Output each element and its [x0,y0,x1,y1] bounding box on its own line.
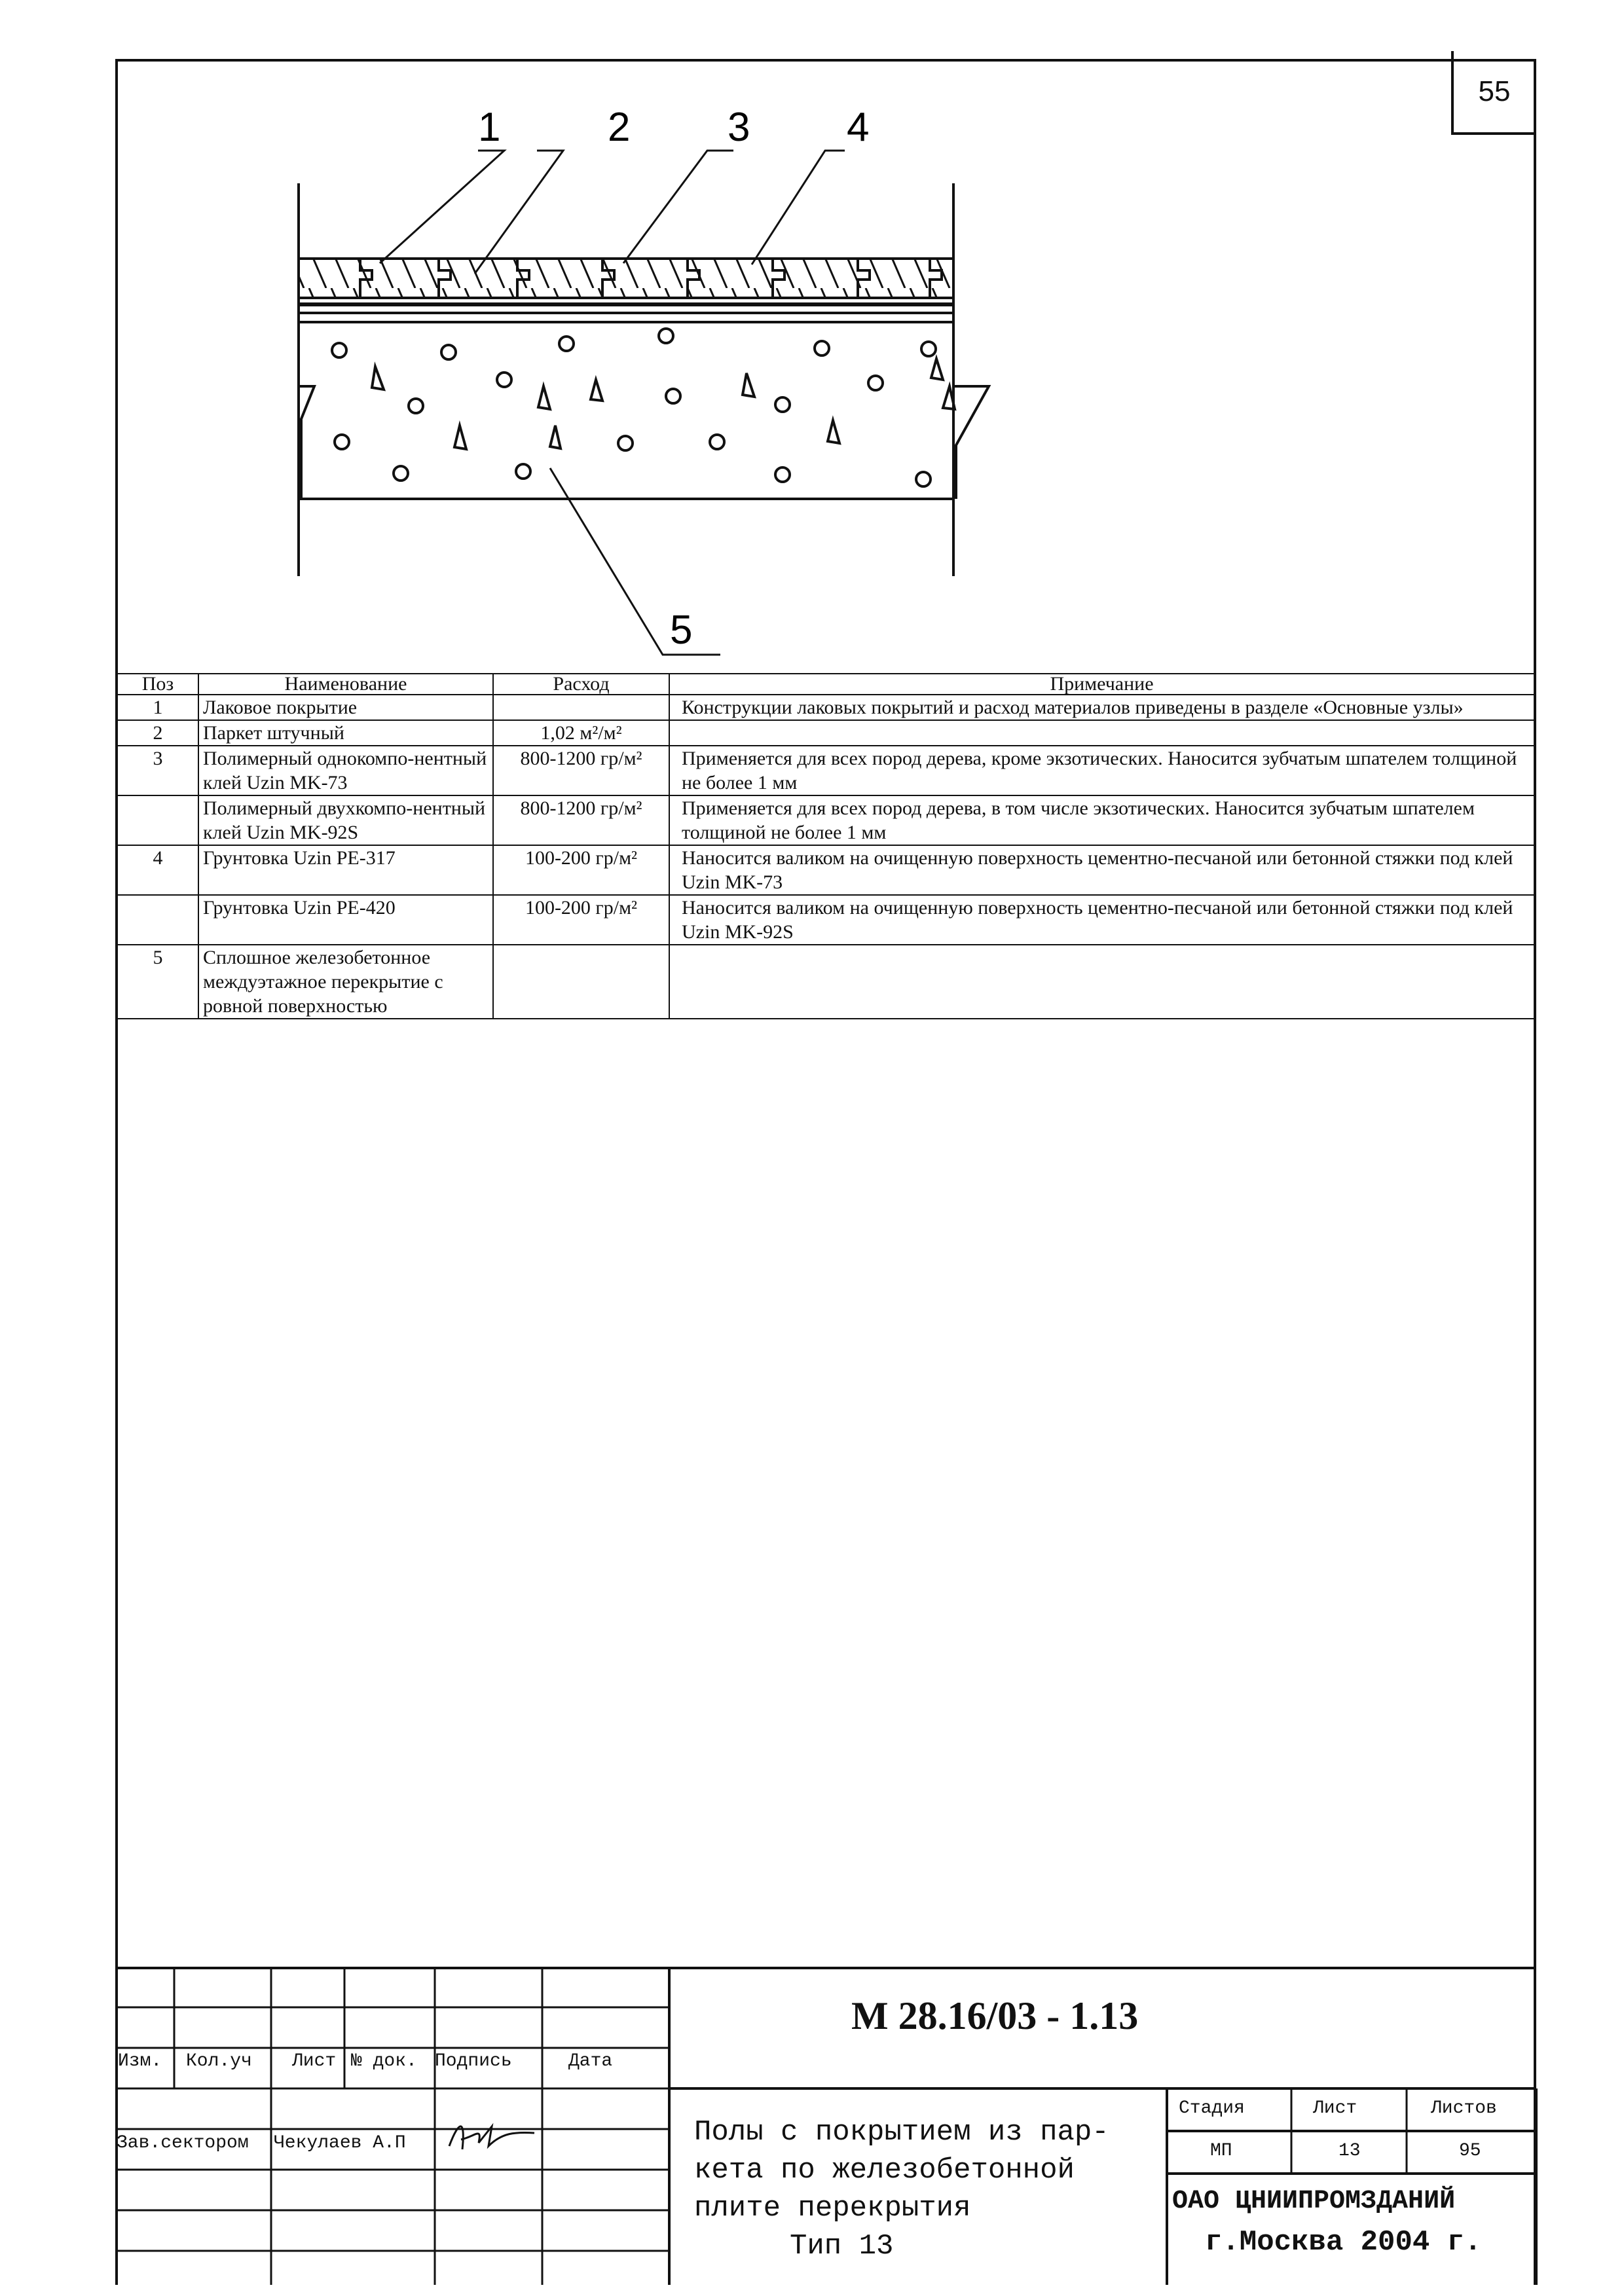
col-list: Лист [292,2051,337,2071]
row-name: Лаковое покрытие [198,695,493,720]
row-pos: 4 [117,845,198,895]
row-name: Полимерный однокомпо-нентный клей Uzin MK-73 [198,746,493,795]
row-name: Грунтовка Uzin PE-317 [198,845,493,895]
col-data: Дата [568,2051,613,2071]
row-name: Полимерный двухкомпо-нентный клей Uzin MK-92S [198,795,493,845]
callout-3: 3 [728,105,750,150]
header-note: Примечание [669,674,1534,695]
signature [443,2113,541,2159]
header-pos: Поз [117,674,198,695]
col-izm: Изм. [118,2051,162,2071]
sheet-label: Лист [1313,2098,1357,2119]
callout-2: 2 [608,105,631,150]
col-podpis: Подпись [435,2051,512,2071]
title-line-3: плите перекрытия [694,2192,971,2225]
row-rate: 100-200 гр/м² [493,845,669,895]
title-line-2: кета по железобетонной [694,2154,1075,2187]
row-note: Применяется для всех пород дерева, в том числе экзотических. Наносится зубчатым шпателем толщиной не более 1 мм [669,795,1534,845]
row-rate: 1,02 м²/м² [493,720,669,746]
row-pos: 1 [117,695,198,720]
row-rate: 800-1200 гр/м² [493,746,669,795]
col-kol: Кол.уч [186,2051,252,2071]
row-rate: 800-1200 гр/м² [493,795,669,845]
row-note: Наносится валиком на очищенную поверхность цементно-песчаной или бетонной стяжки под клей Uzin MK-92S [669,895,1534,945]
row-note: Наносится валиком на очищенную поверхность цементно-песчаной или бетонной стяжки под клей Uzin MK-73 [669,845,1534,895]
header-name: Наименование [198,674,493,695]
row-pos: 5 [117,945,198,1019]
organization-name: ОАО ЦНИИПРОМЗДАНИЙ [1172,2187,1456,2216]
row-name: Сплошное железобетонное междуэтажное перекрытие с ровной поверхностью [198,945,493,1019]
callout-5: 5 [670,608,693,653]
sheets-label: Листов [1431,2098,1497,2119]
col-ndok: № док. [351,2051,417,2071]
row-pos: 3 [117,746,198,795]
sheet-number: 55 [1451,51,1535,135]
organization-city-year: г.Москва 2004 г. [1205,2226,1482,2259]
role-label: Зав.сектором [117,2133,249,2153]
stage-label: Стадия [1179,2098,1245,2119]
title-line-1: Полы с покрытием из пар- [694,2116,1109,2149]
sheet-value: 13 [1338,2141,1361,2161]
person-name: Чекулаев А.П [274,2133,406,2153]
row-note: Конструкции лаковых покрытий и расход материалов приведены в разделе «Основные узлы» [669,695,1534,720]
header-rate: Расход [493,674,669,695]
stage-value: МП [1210,2141,1232,2161]
callout-1: 1 [478,105,501,150]
row-pos: 2 [117,720,198,746]
row-rate: 100-200 гр/м² [493,895,669,945]
document-code: М 28.16/03 - 1.13 [851,1994,1139,2037]
row-note: Применяется для всех пород дерева, кроме экзотических. Наносится зубчатым шпателем толщиной не более 1 мм [669,746,1534,795]
sheets-value: 95 [1459,2141,1481,2161]
row-name: Грунтовка Uzin PE-420 [198,895,493,945]
title-line-4: Тип 13 [790,2230,894,2263]
callout-4: 4 [847,105,870,150]
row-name: Паркет штучный [198,720,493,746]
